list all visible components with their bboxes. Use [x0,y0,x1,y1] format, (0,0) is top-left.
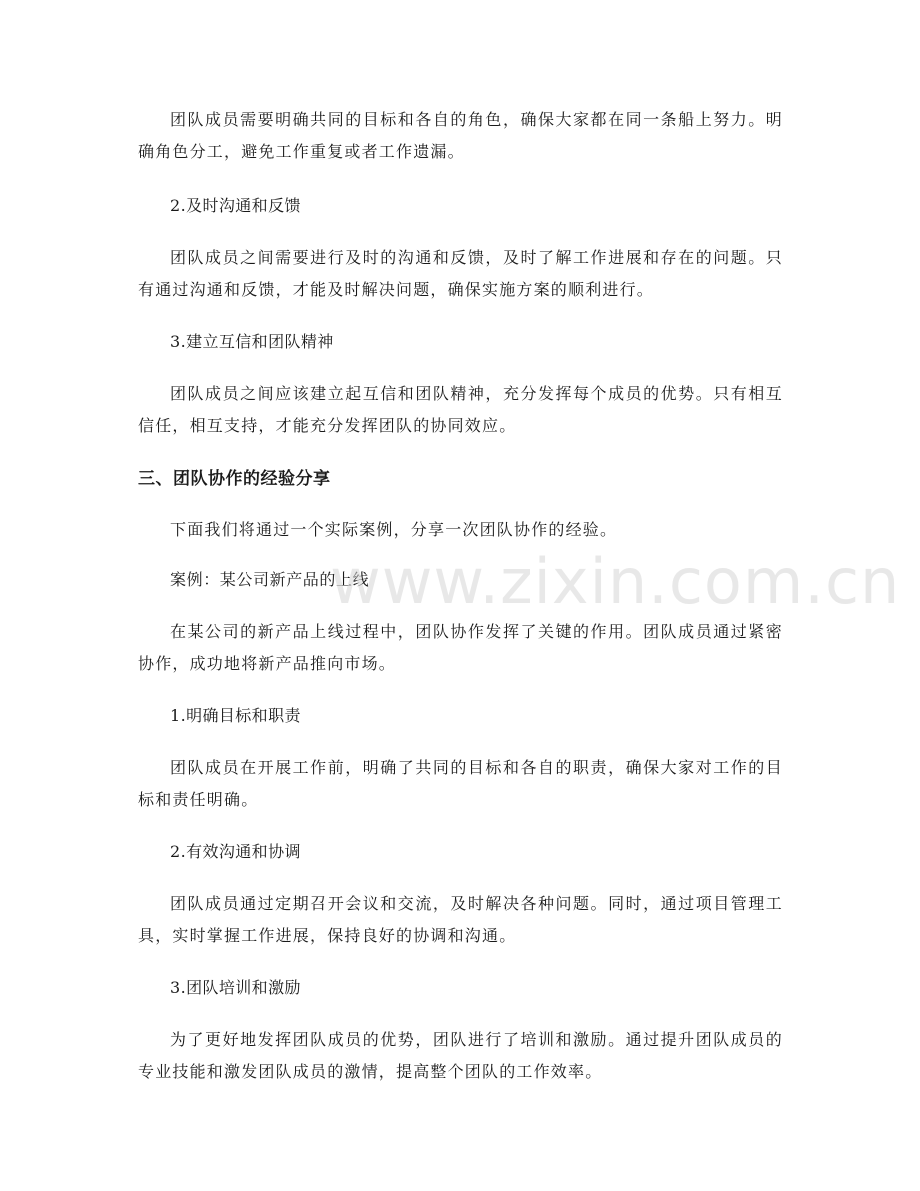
watermark-text: www.zixin.com.cn [330,545,901,618]
case-item-heading-goals: 1.明确目标和职责 [170,706,301,725]
section-title-experience: 三、团队协作的经验分享 [138,469,331,489]
paragraph-communication: 团队成员之间需要进行及时的沟通和反馈，及时了解工作进展和存在的问题。只有通过沟通和反馈，才能及时解决问题，确保实施方案的顺利进行。 [138,248,783,299]
paragraph-case-training: 为了更好地发挥团队成员的优势，团队进行了培训和激励。通过提升团队成员的专业技能和激发团队成员的激情，提高整个团队的工作效率。 [138,1030,783,1081]
item-heading-trust: 3.建立互信和团队精神 [170,332,334,351]
case-label: 案例：某公司新产品的上线 [170,570,370,589]
paragraph-case: 在某公司的新产品上线过程中，团队协作发挥了关键的作用。团队成员通过紧密协作，成功地将新产品推向市场。 [138,622,783,673]
paragraph-case-communication: 团队成员通过定期召开会议和交流，及时解决各种问题。同时，通过项目管理工具，实时掌握工作进展，保持良好的协调和沟通。 [138,894,783,945]
paragraph-trust: 团队成员之间应该建立起互信和团队精神，充分发挥每个成员的优势。只有相互信任，相互支持，才能充分发挥团队的协同效应。 [138,384,783,435]
paragraph-case-goals: 团队成员在开展工作前，明确了共同的目标和各自的职责，确保大家对工作的目标和责任明确。 [138,758,783,809]
case-item-heading-communication: 2.有效沟通和协调 [170,842,301,861]
case-item-heading-training: 3.团队培训和激励 [170,978,301,997]
paragraph-goals-roles: 团队成员需要明确共同的目标和各自的角色，确保大家都在同一条船上努力。明确角色分工，避免工作重复或者工作遗漏。 [138,110,783,161]
item-heading-communication: 2.及时沟通和反馈 [170,196,301,215]
paragraph-intro: 下面我们将通过一个实际案例，分享一次团队协作的经验。 [170,520,618,539]
